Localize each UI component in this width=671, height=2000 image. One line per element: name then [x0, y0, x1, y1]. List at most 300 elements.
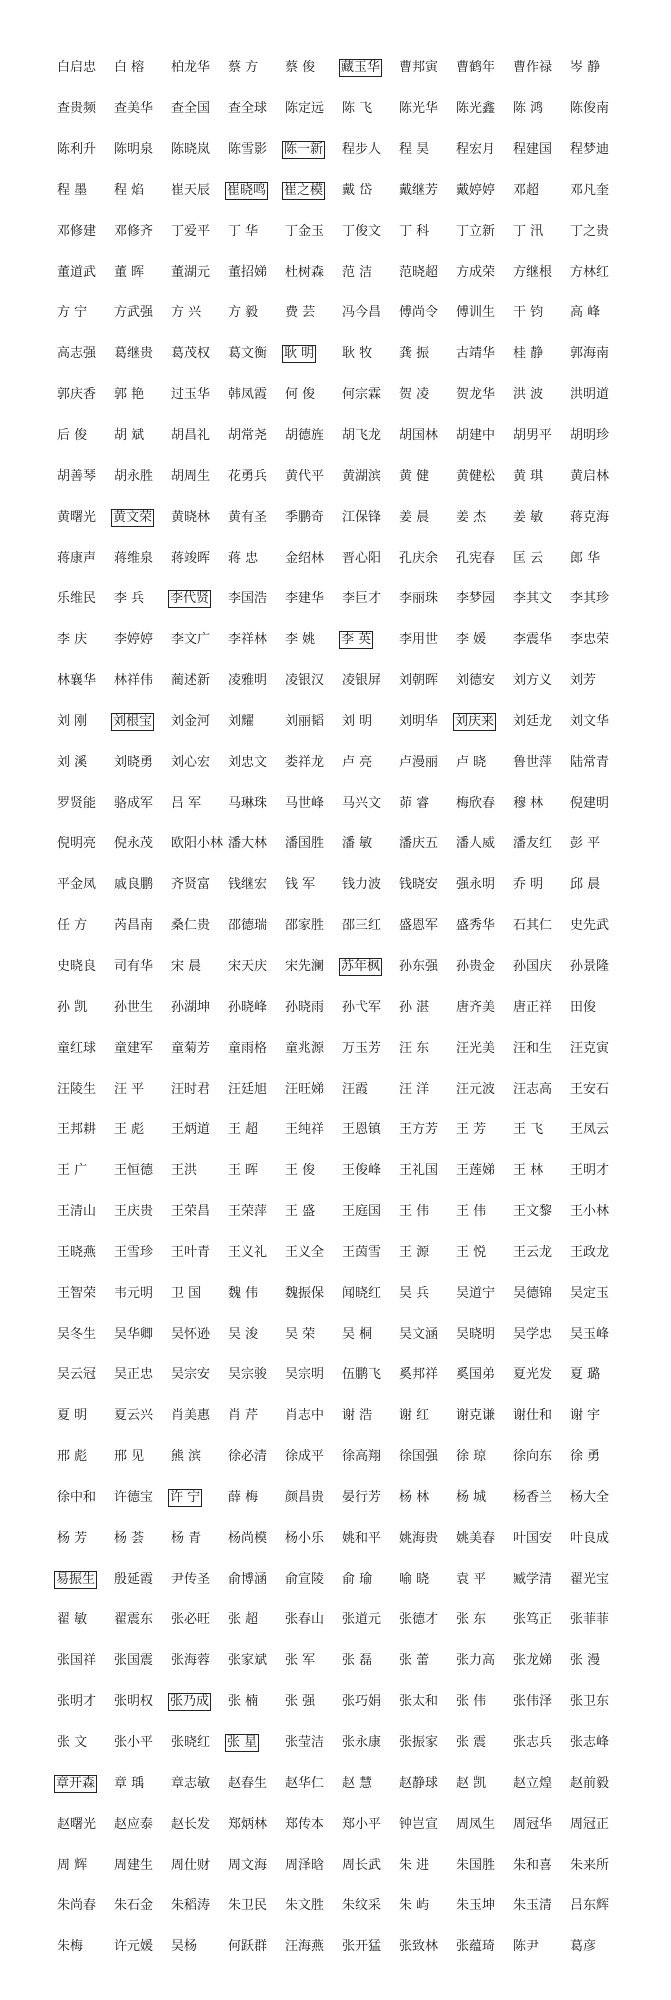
- name-cell: 汪旺娣: [285, 1081, 325, 1097]
- name-cell: 季鹏奇: [285, 509, 325, 525]
- name-row: [56, 824, 632, 865]
- name-cell: 王 俊: [285, 1163, 316, 1179]
- name-cell: 李国浩: [228, 591, 268, 607]
- name-cell: 张致林: [399, 1939, 439, 1955]
- name-cell: 赵 慧: [342, 1775, 373, 1791]
- name-cell: 王 彪: [114, 1122, 145, 1138]
- name-cell: 朱玉清: [513, 1898, 553, 1914]
- name-row: [56, 1886, 632, 1927]
- name-cell: 吴 兵: [399, 1285, 430, 1301]
- name-cell: 张 伟: [456, 1694, 487, 1710]
- name-cell: 殷延霞: [114, 1571, 154, 1587]
- name-cell: 王义全: [285, 1244, 325, 1260]
- name-cell: 赵春生: [228, 1775, 268, 1791]
- name-cell: 费 芸: [285, 305, 316, 321]
- name-cell: 谢 宇: [570, 1408, 601, 1424]
- name-cell: 王礼国: [399, 1163, 439, 1179]
- name-cell: 张 超: [228, 1612, 259, 1628]
- boxed-name-cell: 刘根宝: [113, 713, 153, 729]
- name-cell: 杨 荟: [114, 1530, 145, 1546]
- name-cell: 汪克寅: [570, 1040, 610, 1056]
- name-cell: 黄曙光: [57, 509, 97, 525]
- name-cell: 方林红: [570, 264, 610, 280]
- name-cell: 黄 健: [399, 468, 430, 484]
- name-cell: 薛 梅: [228, 1489, 259, 1505]
- name-cell: 王庆贵: [114, 1204, 154, 1220]
- name-row: [56, 702, 632, 743]
- name-cell: 李 媛: [456, 632, 487, 648]
- name-cell: 吴正忠: [114, 1367, 154, 1383]
- name-cell: 石其仁: [513, 918, 553, 934]
- name-cell: 鲁世萍: [513, 754, 553, 770]
- name-cell: 王晓燕: [57, 1244, 97, 1260]
- boxed-name-cell: 崔之模: [284, 182, 324, 198]
- name-cell: 周长武: [342, 1857, 382, 1873]
- name-cell: 童红球: [57, 1040, 97, 1056]
- name-cell: 葛彦: [570, 1939, 597, 1955]
- name-cell: 钱继宏: [228, 877, 268, 893]
- boxed-name-cell: 张乃成: [170, 1694, 210, 1710]
- name-cell: 黄晓林: [171, 509, 211, 525]
- name-row: [56, 334, 632, 375]
- name-cell: 李用世: [399, 632, 439, 648]
- name-cell: 王 伟: [399, 1204, 430, 1220]
- boxed-name-cell: 苏年枫: [341, 958, 381, 974]
- name-cell: 马琳珠: [228, 795, 268, 811]
- name-cell: 程建国: [513, 142, 553, 158]
- name-cell: 王 芳: [456, 1122, 487, 1138]
- name-cell: 李梦园: [456, 591, 496, 607]
- name-cell: 戴婷婷: [456, 182, 496, 198]
- boxed-name-cell: 陈一新: [284, 142, 324, 158]
- name-row: [56, 1273, 632, 1314]
- name-cell: 徐向东: [513, 1449, 553, 1465]
- name-cell: 周 辉: [57, 1857, 88, 1873]
- name-cell: 陈晓岚: [171, 142, 211, 158]
- boxed-name-cell: 黄文荣: [113, 509, 153, 525]
- name-cell: 娄祥龙: [285, 754, 325, 770]
- name-cell: 汪和生: [513, 1040, 553, 1056]
- name-cell: 袁 平: [456, 1571, 487, 1587]
- name-cell: 汪元波: [456, 1081, 496, 1097]
- name-cell: 卫 国: [171, 1285, 202, 1301]
- name-cell: 胡常尧: [228, 428, 268, 444]
- name-cell: 赵立煌: [513, 1775, 553, 1791]
- name-cell: 程梦迪: [570, 142, 610, 158]
- name-cell: 白启忠: [57, 60, 97, 76]
- name-cell: 董湖元: [171, 264, 211, 280]
- name-cell: 张 震: [456, 1735, 487, 1751]
- name-cell: 汪 洋: [399, 1081, 430, 1097]
- name-cell: 方成荣: [456, 264, 496, 280]
- name-cell: 童雨格: [228, 1040, 268, 1056]
- name-cell: 刘丽韬: [285, 713, 325, 729]
- name-cell: 马兴文: [342, 795, 382, 811]
- name-cell: 孙贵金: [456, 958, 496, 974]
- name-cell: 方 宁: [57, 305, 88, 321]
- name-cell: 龚 振: [399, 346, 430, 362]
- name-cell: 许德宝: [114, 1489, 154, 1505]
- name-cell: 盛恩军: [399, 918, 439, 934]
- name-cell: 葛茂权: [171, 346, 211, 362]
- name-cell: 倪明亮: [57, 836, 97, 852]
- name-cell: 陈定远: [285, 101, 325, 117]
- name-cell: 李婷婷: [114, 632, 154, 648]
- name-cell: 后 俊: [57, 428, 88, 444]
- name-cell: 王小林: [570, 1204, 610, 1220]
- name-cell: 高 峰: [570, 305, 601, 321]
- name-cell: 王雪珍: [114, 1244, 154, 1260]
- name-cell: 范 洁: [342, 264, 373, 280]
- name-row: [56, 783, 632, 824]
- name-cell: 张巧娟: [342, 1694, 382, 1710]
- name-cell: 谢 红: [399, 1408, 430, 1424]
- name-cell: 古靖华: [456, 346, 496, 362]
- name-cell: 王 伟: [456, 1204, 487, 1220]
- boxed-name-cell: 易振生: [56, 1571, 96, 1587]
- name-cell: 王恒德: [114, 1163, 154, 1179]
- name-cell: 孙弋军: [342, 999, 382, 1015]
- name-cell: 朱文胜: [285, 1898, 325, 1914]
- name-cell: 翟 敏: [57, 1612, 88, 1628]
- name-cell: 陆常青: [570, 754, 610, 770]
- name-cell: 潘友红: [513, 836, 553, 852]
- name-cell: 邢 见: [114, 1449, 145, 1465]
- name-cell: 胡国林: [399, 428, 439, 444]
- name-cell: 肖志中: [285, 1408, 325, 1424]
- name-cell: 张永康: [342, 1735, 382, 1751]
- name-cell: 徐成平: [285, 1449, 325, 1465]
- name-cell: 唐正祥: [513, 999, 553, 1015]
- name-cell: 耿 牧: [342, 346, 373, 362]
- name-cell: 何 俊: [285, 387, 316, 403]
- name-cell: 汪光美: [456, 1040, 496, 1056]
- name-cell: 郭海南: [570, 346, 610, 362]
- name-cell: 查全球: [228, 101, 268, 117]
- name-cell: 王方芳: [399, 1122, 439, 1138]
- name-cell: 孙景隆: [570, 958, 610, 974]
- name-cell: 傅尚令: [399, 305, 439, 321]
- name-cell: 孙国庆: [513, 958, 553, 974]
- name-cell: 王茵雪: [342, 1244, 382, 1260]
- name-cell: 王 广: [57, 1163, 88, 1179]
- name-row: [56, 1763, 632, 1804]
- name-cell: 邢 彪: [57, 1449, 88, 1465]
- name-cell: 丁爱平: [171, 223, 211, 239]
- name-cell: 李建华: [285, 591, 325, 607]
- name-cell: 王 飞: [513, 1122, 544, 1138]
- name-cell: 蔺述新: [171, 673, 211, 689]
- name-cell: 范晓超: [399, 264, 439, 280]
- name-cell: 刘心宏: [171, 754, 211, 770]
- name-cell: 胡永胜: [114, 468, 154, 484]
- name-cell: 周冠华: [513, 1816, 553, 1832]
- boxed-name-cell: 崔晓鸣: [227, 182, 267, 198]
- name-cell: 戚良鹏: [114, 877, 154, 893]
- name-cell: 丁俊文: [342, 223, 382, 239]
- name-cell: 张志兵: [513, 1735, 553, 1751]
- name-cell: 张振家: [399, 1735, 439, 1751]
- name-cell: 张必旺: [171, 1612, 211, 1628]
- name-row: [56, 906, 632, 947]
- name-cell: 李其珍: [570, 591, 610, 607]
- name-cell: 张家斌: [228, 1653, 268, 1669]
- name-cell: 张明才: [57, 1694, 97, 1710]
- name-cell: 章 瑀: [114, 1775, 145, 1791]
- name-cell: 胡男平: [513, 428, 553, 444]
- name-row: [56, 538, 632, 579]
- name-cell: 赵应泰: [114, 1816, 154, 1832]
- name-row: [56, 1845, 632, 1886]
- name-cell: 王俊峰: [342, 1163, 382, 1179]
- name-cell: 葛继贵: [114, 346, 154, 362]
- name-cell: 杨 青: [171, 1530, 202, 1546]
- name-cell: 朱 进: [399, 1857, 430, 1873]
- boxed-name-cell: 李 英: [341, 632, 372, 648]
- name-cell: 钱力波: [342, 877, 382, 893]
- name-cell: 柏龙华: [171, 60, 211, 76]
- name-cell: 胡昌礼: [171, 428, 211, 444]
- name-cell: 李丽珠: [399, 591, 439, 607]
- name-cell: 姚美春: [456, 1530, 496, 1546]
- name-row: [56, 1192, 632, 1233]
- name-row: [56, 1437, 632, 1478]
- name-cell: 闻晓红: [342, 1285, 382, 1301]
- name-cell: 张 漫: [570, 1653, 601, 1669]
- name-cell: 周文海: [228, 1857, 268, 1873]
- name-cell: 吴文涵: [399, 1326, 439, 1342]
- name-row: [56, 1927, 632, 1968]
- name-cell: 蒋维泉: [114, 550, 154, 566]
- name-row: [56, 130, 632, 171]
- name-cell: 潘人威: [456, 836, 496, 852]
- name-row: [56, 1028, 632, 1069]
- name-cell: 周泽晗: [285, 1857, 325, 1873]
- boxed-name-cell: 许 宁: [170, 1489, 201, 1505]
- name-cell: 金绍林: [285, 550, 325, 566]
- name-cell: 刘 溪: [57, 754, 88, 770]
- name-cell: 吴宗安: [171, 1367, 211, 1383]
- name-cell: 姜 晨: [399, 509, 430, 525]
- name-cell: 张国震: [114, 1653, 154, 1669]
- name-cell: 平金凤: [57, 877, 97, 893]
- name-cell: 李文广: [171, 632, 211, 648]
- name-cell: 蒋 忠: [228, 550, 259, 566]
- name-cell: 卢 亮: [342, 754, 373, 770]
- name-row: [56, 211, 632, 252]
- name-row: [56, 1069, 632, 1110]
- name-cell: 方武强: [114, 305, 154, 321]
- name-cell: 花勇兵: [228, 468, 268, 484]
- name-cell: 邵德瑞: [228, 918, 268, 934]
- name-cell: 姜 杰: [456, 509, 487, 525]
- name-cell: 杜树森: [285, 264, 325, 280]
- name-cell: 潘国胜: [285, 836, 325, 852]
- name-row: [56, 1723, 632, 1764]
- name-cell: 王洪: [171, 1163, 198, 1179]
- name-cell: 史晓良: [57, 958, 97, 974]
- name-row: [56, 416, 632, 457]
- name-cell: 吴学忠: [513, 1326, 553, 1342]
- name-cell: 岑 静: [570, 60, 601, 76]
- name-cell: 蔡 方: [228, 60, 259, 76]
- name-cell: 吕东辉: [570, 1898, 610, 1914]
- name-cell: 奚邦祥: [399, 1367, 439, 1383]
- name-cell: 王智荣: [57, 1285, 97, 1301]
- name-cell: 张蕴琦: [456, 1939, 496, 1955]
- name-cell: 张海蓉: [171, 1653, 211, 1669]
- name-cell: 吴云冠: [57, 1367, 97, 1383]
- name-cell: 韩凤霞: [228, 387, 268, 403]
- name-cell: 赵华仁: [285, 1775, 325, 1791]
- name-cell: 朱尚春: [57, 1898, 97, 1914]
- name-cell: 张德才: [399, 1612, 439, 1628]
- name-cell: 王炳道: [171, 1122, 211, 1138]
- name-cell: 王 超: [228, 1122, 259, 1138]
- name-row: [56, 1559, 632, 1600]
- name-cell: 方 兴: [171, 305, 202, 321]
- name-cell: 魏振保: [285, 1285, 325, 1301]
- name-cell: 宋 晨: [171, 958, 202, 974]
- name-cell: 郭 艳: [114, 387, 145, 403]
- name-cell: 胡德旌: [285, 428, 325, 444]
- name-cell: 蒋康声: [57, 550, 97, 566]
- name-cell: 张卫东: [570, 1694, 610, 1710]
- name-cell: 曹作禄: [513, 60, 553, 76]
- name-cell: 邵三红: [342, 918, 382, 934]
- name-cell: 丁立新: [456, 223, 496, 239]
- name-cell: 李震华: [513, 632, 553, 648]
- name-cell: 朱石金: [114, 1898, 154, 1914]
- name-cell: 张 磊: [342, 1653, 373, 1669]
- name-cell: 梅欣春: [456, 795, 496, 811]
- name-cell: 刘德安: [456, 673, 496, 689]
- name-cell: 汪志高: [513, 1081, 553, 1097]
- name-cell: 李 姚: [285, 632, 316, 648]
- name-cell: 谢克谦: [456, 1408, 496, 1424]
- name-cell: 张晓红: [171, 1735, 211, 1751]
- name-cell: 朱纹采: [342, 1898, 382, 1914]
- name-cell: 张明权: [114, 1694, 154, 1710]
- name-cell: 穆 林: [513, 795, 544, 811]
- name-cell: 叶国安: [513, 1530, 553, 1546]
- name-cell: 朱梅: [57, 1939, 84, 1955]
- name-row: [56, 1151, 632, 1192]
- name-cell: 匡 云: [513, 550, 544, 566]
- name-cell: 朱稻涛: [171, 1898, 211, 1914]
- name-cell: 郑传本: [285, 1816, 325, 1832]
- name-cell: 潘庆五: [399, 836, 439, 852]
- name-cell: 洪 波: [513, 387, 544, 403]
- name-cell: 吴华卿: [114, 1326, 154, 1342]
- name-cell: 俞博涵: [228, 1571, 268, 1587]
- name-cell: 孙东强: [399, 958, 439, 974]
- name-cell: 王凤云: [570, 1122, 610, 1138]
- name-cell: 刘忠文: [228, 754, 268, 770]
- name-cell: 王义礼: [228, 1244, 268, 1260]
- name-cell: 李 兵: [114, 591, 145, 607]
- name-cell: 陈光华: [399, 101, 439, 117]
- name-row: [56, 456, 632, 497]
- name-cell: 强永明: [456, 877, 496, 893]
- name-cell: 汪海燕: [285, 1939, 325, 1955]
- name-cell: 何跃群: [228, 1939, 268, 1955]
- name-cell: 胡建中: [456, 428, 496, 444]
- name-cell: 朱 屿: [399, 1898, 430, 1914]
- name-cell: 黄代平: [285, 468, 325, 484]
- name-cell: 林襄华: [57, 673, 97, 689]
- name-row: [56, 947, 632, 988]
- name-cell: 卢漫丽: [399, 754, 439, 770]
- name-cell: 张力高: [456, 1653, 496, 1669]
- name-cell: 徐 勇: [570, 1449, 601, 1465]
- name-cell: 桑仁贵: [171, 918, 211, 934]
- name-cell: 蔡 俊: [285, 60, 316, 76]
- name-cell: 黄健松: [456, 468, 496, 484]
- name-cell: 王 盛: [285, 1204, 316, 1220]
- name-cell: 臧学清: [513, 1571, 553, 1587]
- name-cell: 吴杨: [171, 1939, 198, 1955]
- name-cell: 周建生: [114, 1857, 154, 1873]
- name-cell: 朱来所: [570, 1857, 610, 1873]
- name-cell: 丁之贵: [570, 223, 610, 239]
- name-cell: 王明才: [570, 1163, 610, 1179]
- name-cell: 刘明华: [399, 713, 439, 729]
- boxed-name-cell: 李代贤: [170, 591, 210, 607]
- name-cell: 胡明珍: [570, 428, 610, 444]
- name-cell: 方继根: [513, 264, 553, 280]
- name-cell: 查美华: [114, 101, 154, 117]
- name-row: [56, 1355, 632, 1396]
- name-row: [56, 579, 632, 620]
- name-cell: 干 钧: [513, 305, 544, 321]
- name-cell: 汪 平: [114, 1081, 145, 1097]
- name-cell: 汪霞: [342, 1081, 369, 1097]
- name-row: [56, 1232, 632, 1273]
- name-cell: 徐国强: [399, 1449, 439, 1465]
- name-cell: 贺龙华: [456, 387, 496, 403]
- name-row: [56, 865, 632, 906]
- name-cell: 朱国胜: [456, 1857, 496, 1873]
- name-cell: 张国祥: [57, 1653, 97, 1669]
- name-cell: 张 东: [456, 1612, 487, 1628]
- name-cell: 吴道宁: [456, 1285, 496, 1301]
- name-cell: 马世峰: [285, 795, 325, 811]
- name-cell: 彭 平: [570, 836, 601, 852]
- name-cell: 骆成军: [114, 795, 154, 811]
- name-cell: 崔天辰: [171, 182, 211, 198]
- name-cell: 刘廷龙: [513, 713, 553, 729]
- name-cell: 欧阳小林: [171, 836, 224, 852]
- name-cell: 丁 华: [228, 223, 259, 239]
- name-cell: 吴玉峰: [570, 1326, 610, 1342]
- name-cell: 孙 凯: [57, 999, 88, 1015]
- name-cell: 汪廷旭: [228, 1081, 268, 1097]
- name-cell: 李忠荣: [570, 632, 610, 648]
- name-cell: 晋心阳: [342, 550, 382, 566]
- name-cell: 王邦耕: [57, 1122, 97, 1138]
- name-cell: 周冠正: [570, 1816, 610, 1832]
- name-cell: 唐齐美: [456, 999, 496, 1015]
- name-row: [56, 1518, 632, 1559]
- name-cell: 喻 晓: [399, 1571, 430, 1587]
- name-row: [56, 375, 632, 416]
- name-row: [56, 620, 632, 661]
- name-cell: 吴晓明: [456, 1326, 496, 1342]
- name-cell: 章志敏: [171, 1775, 211, 1791]
- name-row: [56, 742, 632, 783]
- name-cell: 潘 敏: [342, 836, 373, 852]
